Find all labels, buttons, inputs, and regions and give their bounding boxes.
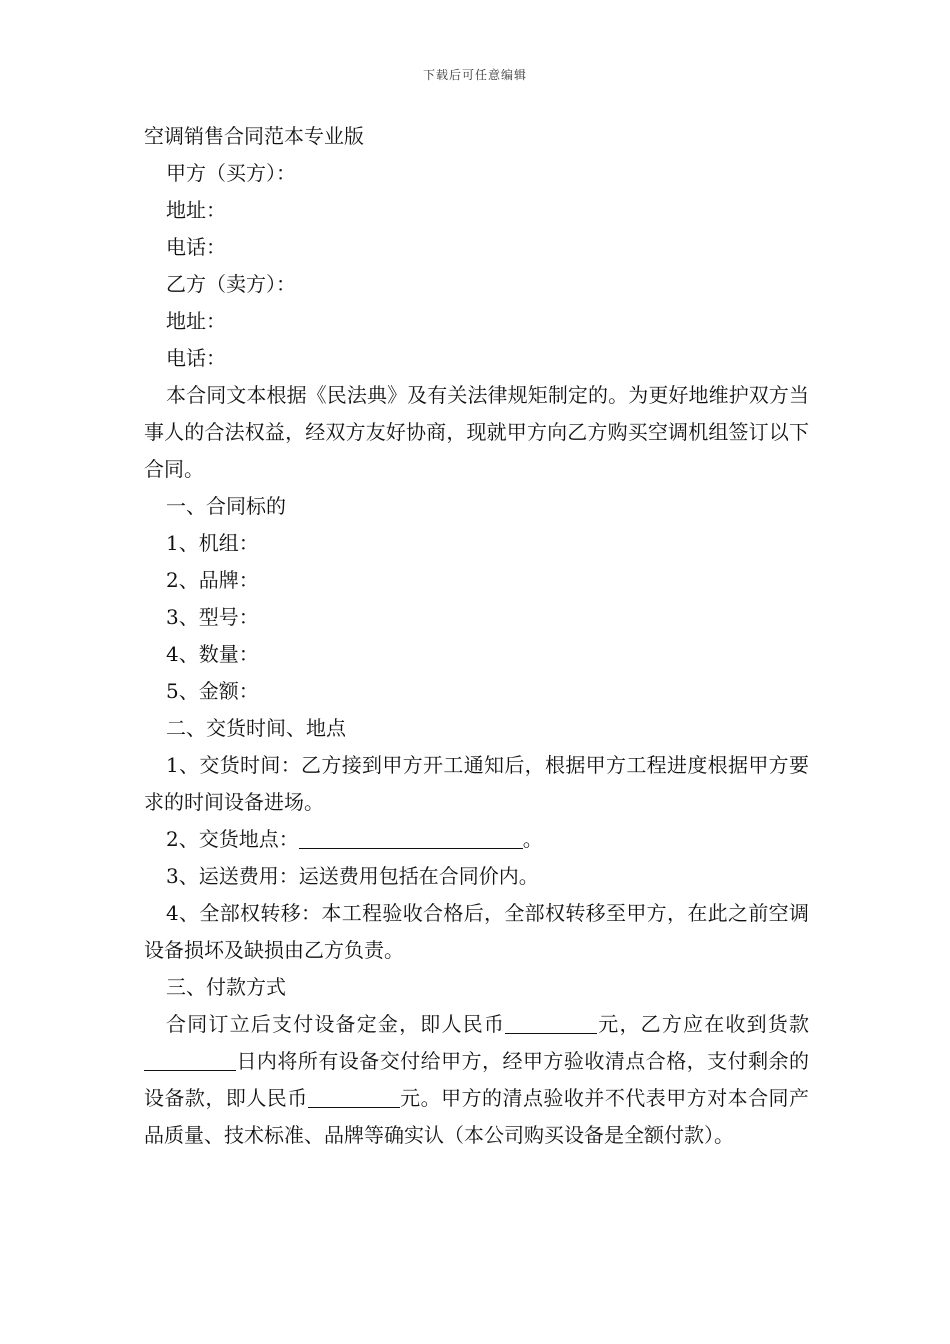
section1-heading: 一、合同标的 — [166, 494, 286, 518]
section3-payment-paragraph — [144, 1006, 809, 1154]
delivery-place-blank — [299, 826, 523, 849]
party-b-phone: 电话： — [166, 346, 226, 370]
section1-item-model: 3、型号： — [166, 605, 259, 629]
payment-text-2: 元，乙方应在收到货款 — [597, 1012, 810, 1036]
deposit-amount-blank — [505, 1011, 597, 1034]
document-title: 空调销售合同范本专业版 — [144, 124, 364, 148]
intro-paragraph: 本合同文本根据《民法典》及有关法律规矩制定的。为更好地维护双方当事人的合法权益，经双方友好协商，现就甲方向乙方购买空调机组签订以下合同。 — [144, 383, 809, 481]
party-a-label: 甲方（买方）： — [166, 161, 296, 185]
contract-body — [144, 118, 809, 1154]
section1-item-quantity: 4、数量： — [166, 642, 259, 666]
balance-amount-blank — [308, 1085, 400, 1108]
page-header-note: 下载后可任意编辑 — [422, 68, 527, 82]
section1-item-unit: 1、机组： — [166, 531, 259, 555]
section1-item-amount: 5、金额： — [166, 679, 259, 703]
payment-text-3: 日内将所有设备交付给甲方，经甲方验收清点合格，支付剩余的设备款，即人民币 — [144, 1049, 809, 1110]
section2-item-shipping: 3、运送费用：运送费用包括在合同价内。 — [166, 864, 539, 888]
section2-item-ownership: 4、全部权转移：本工程验收合格后，全部权转移至甲方，在此之前空调设备损坏及缺损由乙方负责。 — [144, 901, 809, 962]
delivery-days-blank — [144, 1048, 236, 1071]
delivery-place-end: 。 — [522, 827, 543, 851]
section2-item-delivery-place — [144, 821, 809, 858]
payment-text-4: 元。甲方的清点验收并不代表甲方对本合同产品质量、技术标准、品牌等确实认（本公司购买设备是全额付款）。 — [144, 1086, 810, 1147]
section2-heading: 二、交货时间、地点 — [166, 716, 346, 740]
party-a-address: 地址： — [166, 198, 226, 222]
delivery-place-label: 2、交货地点： — [166, 827, 299, 851]
section3-heading: 三、付款方式 — [166, 975, 286, 999]
party-a-phone: 电话： — [166, 235, 226, 259]
section2-item-delivery-time: 1、交货时间：乙方接到甲方开工通知后，根据甲方工程进度根据甲方要求的时间设备进场。 — [144, 753, 809, 814]
party-b-label: 乙方（卖方）： — [166, 272, 296, 296]
party-b-address: 地址： — [166, 309, 226, 333]
payment-text-1: 合同订立后支付设备定金，即人民币 — [166, 1012, 506, 1036]
section1-item-brand: 2、品牌： — [166, 568, 259, 592]
